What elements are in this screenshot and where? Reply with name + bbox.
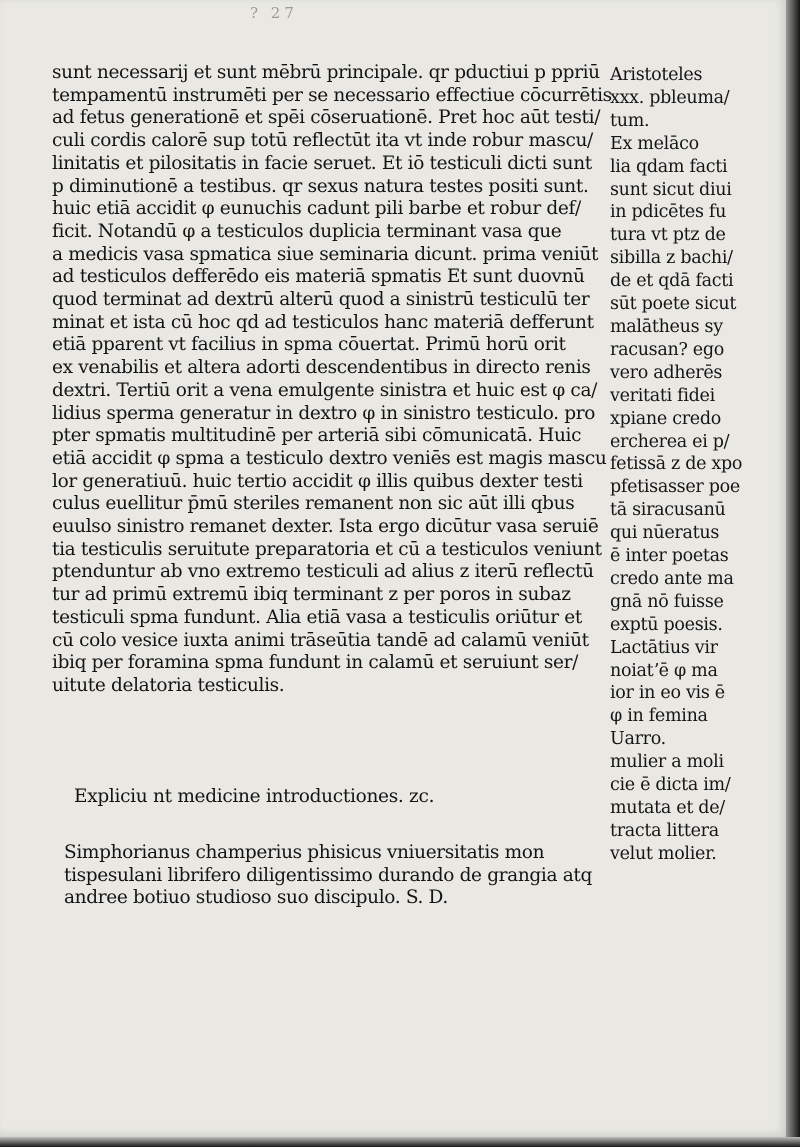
page-edge-shadow (786, 0, 800, 1147)
main-line: culi cordis calorē sup totū reflectūt ita vt inde robur mascu/ (52, 130, 593, 152)
margin-note: in pdicētes fu (610, 202, 727, 223)
margin-note: de et qdā facti (610, 271, 734, 292)
main-line: lor generatiuū. huic tertio accidit φ illis quibus dexter testi (52, 470, 583, 492)
margin-note: ior in eo vis ē (610, 683, 725, 704)
margin-note: sūt poete sicut (610, 294, 737, 315)
main-line: ad testiculos defferēdo eis materiā spmatis Et sunt duovnū (52, 266, 585, 288)
margin-note: cie ē dicta im/ (610, 775, 731, 796)
main-line: etiā pparent vt facilius in spma cōuertat. Primū horū orit (52, 334, 566, 356)
margin-note: Aristoteles (610, 65, 703, 85)
main-line: p diminutionē a testibus. qr sexus natura testes positi sunt. (52, 175, 589, 197)
top-marks: ? 27 (250, 4, 298, 22)
main-line: cū colo vesice iuxta animi trāseūtia tandē ad calamū veniūt (52, 629, 589, 651)
margin-note: credo ante ma (610, 568, 734, 589)
margin-note: mutata et de/ (610, 798, 725, 818)
margin-note: sibilla z bachi/ (610, 248, 733, 269)
margin-note: malātheus sy (610, 316, 723, 337)
margin-note: veritati fidei (610, 385, 715, 406)
explicit-line: Expliciu nt medicine introductiones. zc. (74, 786, 435, 807)
margin-note: tura vt ptz de (610, 225, 726, 246)
main-line: testiculi spma fundunt. Alia etiā vasa a testiculis oriūtur et (52, 606, 582, 628)
main-line: ex venabilis et altera adorti descendentibus in directo renis (52, 357, 591, 379)
main-line: a medicis vasa spmatica siue seminaria dicunt. prima veniūt (52, 243, 599, 265)
main-line: minat et ista cū hoc qd ad testiculos hanc materiā defferunt (52, 311, 594, 333)
main-line: uitute delatoria testiculis. (52, 674, 285, 696)
margin-note: gnā nō fuisse (610, 591, 724, 612)
margin-note: ercherea ei p/ (610, 431, 730, 452)
margin-note: Ex melāco (610, 133, 699, 154)
main-line: tia testiculis seruitute preparatoria et cū a testiculos veniunt (52, 538, 602, 560)
main-line: quod terminat ad dextrū alterū quod a sinistrū testiculū ter (52, 289, 590, 311)
margin-note: exptū poesis. (610, 614, 723, 635)
margin-note: tā siracusanū (610, 500, 726, 521)
margin-note: noiatʼē φ ma (610, 660, 718, 681)
main-line: ibiq per foramina spma fundunt in calamū et seruiunt ser/ (52, 652, 578, 674)
margin-note: lia qdam facti (610, 156, 728, 177)
main-line: sunt necessarij et sunt mēbrū principale. qr pductiui p ppriū (52, 62, 600, 83)
margin-note: racusan? ego (610, 339, 724, 360)
marginal-notes (610, 64, 770, 866)
main-line: pter spmatis multitudinē per arteriā sibi cōmunicatā. Huic (52, 425, 582, 447)
letter-line: tispesulani librifero diligentissimo durando de grangia atq (64, 864, 592, 886)
main-line: ficit. Notandū φ a testiculos duplicia terminant vasa que (52, 220, 562, 242)
margin-note: vero adherēs (610, 362, 723, 383)
margin-note: Lactātius vir (610, 637, 718, 658)
margin-note: fetissā z de xpo (610, 454, 743, 475)
main-line: dextri. Tertiū orit a vena emulgente sinistra et huic est φ ca/ (52, 379, 598, 401)
main-text-block (52, 62, 612, 698)
letter-line: Simphorianus champerius phisicus vniuersitatis mon (64, 842, 545, 863)
main-line: ptenduntur ab vno extremo testiculi ad alius z iterū reflectū (52, 561, 594, 583)
margin-note: tracta littera (610, 820, 719, 841)
margin-note: xxx. pbleuma/ (610, 87, 730, 108)
margin-note: pfetisasser poe (610, 477, 740, 498)
margin-note: ē inter poetas (610, 546, 729, 567)
margin-note: φ in femina (610, 706, 708, 727)
main-line: etiā accidit φ spma a testiculo dextro veniēs est magis mascu (52, 447, 607, 469)
main-line: tempamentū instrumēti per se necessario effectiue cōcurrētis (52, 84, 612, 106)
margin-note: qui nūeratus (610, 523, 720, 544)
bottom-edge-shadow (0, 1137, 800, 1147)
letter-line: andree botiuo studioso suo discipulo. S. D. (64, 887, 448, 908)
margin-note: mulier a moli (610, 752, 724, 773)
margin-note: xpiane credo (610, 408, 721, 429)
main-line: ad fetus generationē et spēi cōseruationē. Pret hoc aūt testi/ (52, 107, 601, 129)
margin-note: tum. (610, 110, 650, 131)
margin-note: Uarro. (610, 729, 666, 750)
letter-salutation (64, 842, 604, 910)
main-line: linitatis et pilositatis in facie seruet. Et iō testiculi dicti sunt (52, 152, 592, 174)
main-line: lidius sperma generatur in dextro φ in sinistro testiculo. pro (52, 402, 595, 424)
margin-note: sunt sicut diui (610, 179, 732, 200)
main-line: tur ad primū extremū ibiq terminant z per poros in subaz (52, 584, 571, 606)
main-line: culus euellitur p̄mū steriles remanent non sic aūt illi qbus (52, 493, 575, 515)
margin-note: velut molier. (610, 843, 717, 864)
main-line: euulso sinistro remanet dexter. Ista ergo dicūtur vasa seruiē (52, 516, 599, 538)
main-line: huic etiā accidit φ eunuchis cadunt pili barbe et robur def/ (52, 198, 581, 220)
